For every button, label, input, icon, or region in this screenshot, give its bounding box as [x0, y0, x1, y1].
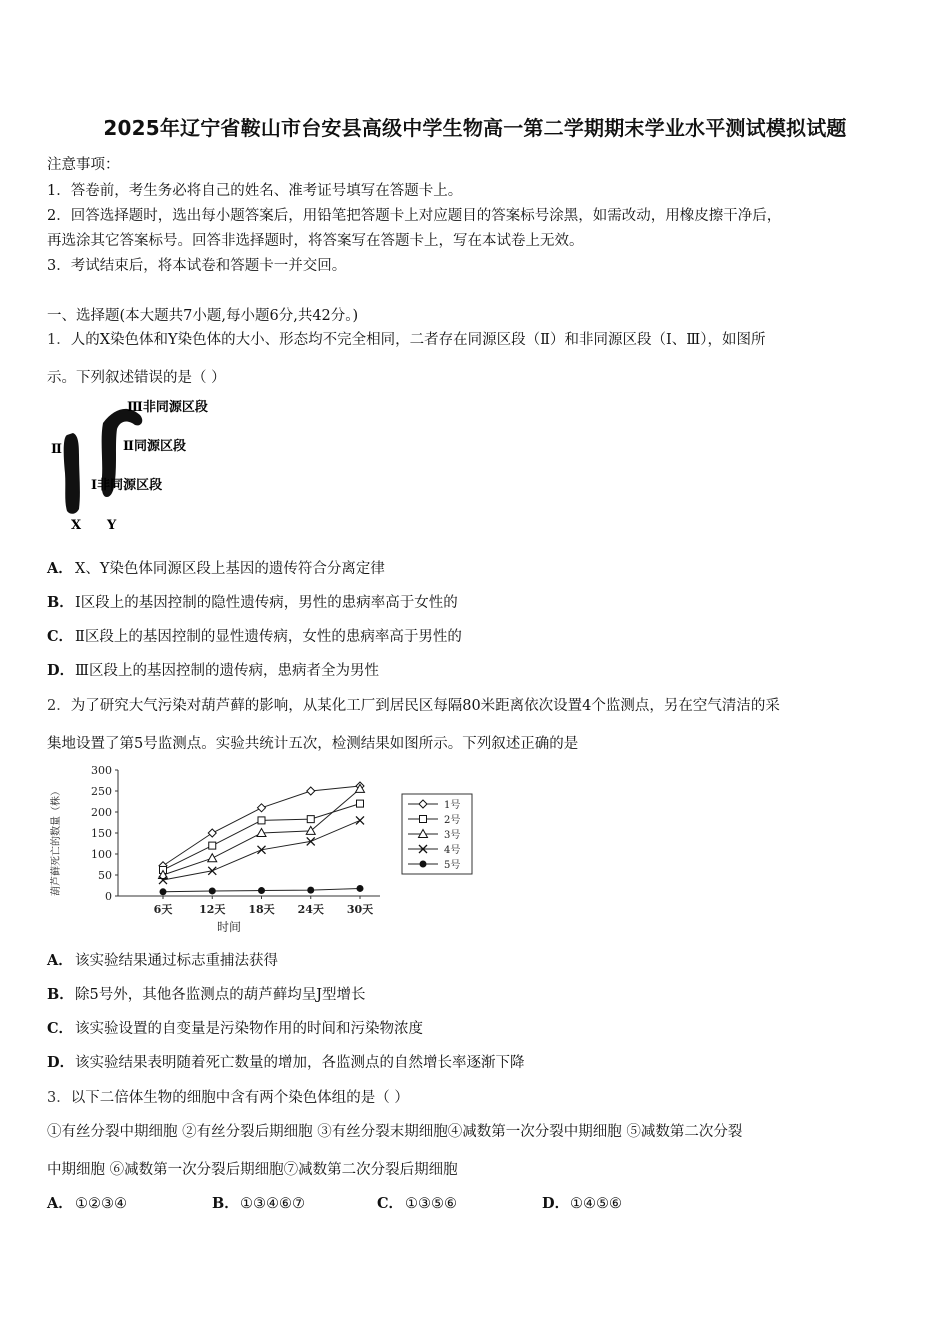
q2-stem [47, 694, 780, 715]
triangle-marker [208, 854, 217, 862]
q3-option-b [212, 1192, 305, 1213]
q1-option-b [47, 591, 458, 612]
q3-option-a-text: ①②③④ [75, 1196, 127, 1212]
square-marker [307, 816, 314, 823]
label-i-region: Ⅰ非同源区段 [91, 478, 163, 493]
x-tick-label: 30天 [346, 903, 374, 916]
y-tick-label: 0 [105, 890, 112, 903]
x-tick-label: 18天 [248, 903, 275, 916]
q1-option-a [47, 557, 385, 578]
q1-option-d-label: D． [47, 662, 75, 679]
x-chromosome-shape [64, 433, 80, 514]
legend-label: 2号 [444, 815, 461, 826]
q3-option-c [377, 1192, 457, 1213]
q3-option-a [47, 1192, 127, 1213]
cross-marker [356, 816, 364, 824]
dot-marker [307, 887, 314, 894]
q3-number: 3． [47, 1090, 71, 1106]
q1-option-a-text: X、Y染色体同源区段上基因的遗传符合分离定律 [75, 561, 385, 577]
q2-text-line1: 为了研究大气污染对葫芦藓的影响，从某化工厂到居民区每隔80米距离依次设置4个监测点，另在空气清洁的采 [70, 698, 780, 714]
q2-option-a-text: 该实验结果通过标志重捕法获得 [75, 953, 278, 969]
line-chart [45, 760, 485, 935]
q3-option-b-text: ①③④⑥⑦ [240, 1196, 305, 1212]
q3-option-a-label: A． [47, 1195, 73, 1212]
notice-heading: 注意事项： [47, 157, 120, 173]
q2-option-d-label: D． [47, 1054, 75, 1071]
q2-option-b [47, 983, 366, 1004]
q1-option-a-label: A． [47, 560, 73, 577]
x-tick-label: 24天 [297, 903, 324, 916]
dot-marker [357, 885, 364, 892]
label-y: Y [107, 518, 117, 533]
diamond-marker [208, 829, 216, 837]
q2-option-c-label: C． [47, 1020, 74, 1037]
diamond-marker [258, 804, 266, 812]
y-tick-label: 200 [91, 806, 112, 819]
q3-text-line3: 中期细胞 ⑥减数第一次分裂后期细胞⑦减数第二次分裂后期细胞 [47, 1162, 458, 1178]
square-marker [258, 817, 265, 824]
q2-option-a [47, 949, 278, 970]
legend-label: 1号 [444, 800, 461, 811]
y-tick-label: 250 [91, 785, 112, 798]
q1-number: 1． [47, 332, 71, 348]
page-title: 2025年辽宁省鞍山市台安县高级中学生物高一第二学期期末学业水平测试模拟试题 [103, 116, 847, 140]
q3-option-d [542, 1192, 622, 1213]
q3-text-line2: ①有丝分裂中期细胞 ②有丝分裂后期细胞 ③有丝分裂末期细胞④减数第一次分裂中期细胞 ⑤减数第二次分裂 [47, 1124, 743, 1140]
q2-option-c-text: 该实验设置的自变量是污染物作用的时间和污染物浓度 [75, 1021, 423, 1037]
q1-stem [47, 328, 765, 349]
q1-option-d [47, 659, 379, 680]
square-marker [209, 842, 216, 849]
x-tick-label: 12天 [199, 903, 226, 916]
q1-option-c [47, 625, 462, 646]
y-tick-label: 300 [91, 764, 112, 777]
y-tick-label: 150 [91, 827, 112, 840]
q3-text-line1: 以下二倍体生物的细胞中含有两个染色体组的是（ ） [70, 1090, 409, 1106]
q3-option-c-text: ①③⑤⑥ [405, 1196, 457, 1212]
x-axis-label: 时间 [216, 920, 242, 934]
square-marker [357, 800, 364, 807]
q2-option-a-label: A． [47, 952, 73, 969]
dot-marker [160, 888, 167, 895]
q1-option-b-label: B． [47, 594, 74, 611]
label-x: X [71, 518, 82, 533]
q3-option-b-label: B． [212, 1195, 239, 1212]
q1-option-b-text: Ⅰ区段上的基因控制的隐性遗传病，男性的患病率高于女性的 [75, 595, 458, 611]
dot-marker [209, 887, 216, 894]
chromosome-figure [45, 393, 245, 538]
q1-text-line2: 示。下列叙述错误的是（ ） [47, 370, 226, 386]
q1-option-c-text: Ⅱ区段上的基因控制的显性遗传病，女性的患病率高于男性的 [75, 629, 462, 645]
q2-option-d [47, 1051, 525, 1072]
q2-number: 2． [47, 698, 71, 714]
notice-item-3: 3．考试结束后，将本试卷和答题卡一并交回。 [47, 258, 347, 274]
dot-marker [258, 887, 265, 894]
label-ii-region: Ⅱ同源区段 [123, 439, 186, 454]
q1-option-c-label: C． [47, 628, 74, 645]
diamond-marker [307, 787, 315, 795]
legend-label: 4号 [444, 845, 461, 856]
q1-text-line1: 人的X染色体和Y染色体的大小、形态均不完全相同，二者存在同源区段（Ⅱ）和非同源区段（Ⅰ、Ⅲ），如图所 [70, 332, 766, 348]
q1-option-d-text: Ⅲ区段上的基因控制的遗传病，患病者全为男性 [75, 663, 379, 679]
legend-label: 5号 [444, 860, 461, 871]
x-tick-label: 6天 [153, 903, 173, 916]
q3-option-c-label: C． [377, 1195, 404, 1212]
y-tick-label: 100 [91, 848, 112, 861]
cross-marker [208, 867, 216, 875]
label-ii: Ⅱ [51, 442, 62, 457]
q2-option-b-text: 除5号外，其他各监测点的葫芦藓均呈J型增长 [75, 987, 366, 1003]
dot-marker [420, 861, 427, 868]
legend-label: 3号 [444, 830, 461, 841]
notice-item-2-cont: 再选涂其它答案标号。回答非选择题时，将答案写在答题卡上，写在本试卷上无效。 [47, 233, 584, 249]
section-heading: 一、选择题(本大题共7小题,每小题6分,共42分。) [47, 308, 359, 324]
q2-text-line2: 集地设置了第5号监测点。实验共统计五次，检测结果如图所示。下列叙述正确的是 [47, 736, 579, 752]
y-axis-label: 葫芦藓死亡的数量（株） [51, 786, 62, 896]
y-tick-label: 50 [98, 869, 112, 882]
q3-option-d-text: ①④⑤⑥ [570, 1196, 622, 1212]
q3-stem [47, 1086, 409, 1107]
notice-item-2: 2．回答选择题时，选出每小题答案后，用铅笔把答题卡上对应题目的答案标号涂黑，如需改动，用橡皮擦干净后， [47, 208, 782, 224]
series-line-1 [163, 786, 360, 866]
q2-option-d-text: 该实验结果表明随着死亡数量的增加，各监测点的自然增长率逐渐下降 [75, 1055, 525, 1071]
label-iii-region: Ⅲ非同源区段 [127, 400, 208, 415]
notice-item-1: 1．答卷前，考生务必将自己的姓名、准考证号填写在答题卡上。 [47, 183, 463, 199]
q2-option-c [47, 1017, 423, 1038]
q3-option-d-label: D． [542, 1195, 570, 1212]
q2-option-b-label: B． [47, 986, 74, 1003]
square-marker [420, 816, 427, 823]
